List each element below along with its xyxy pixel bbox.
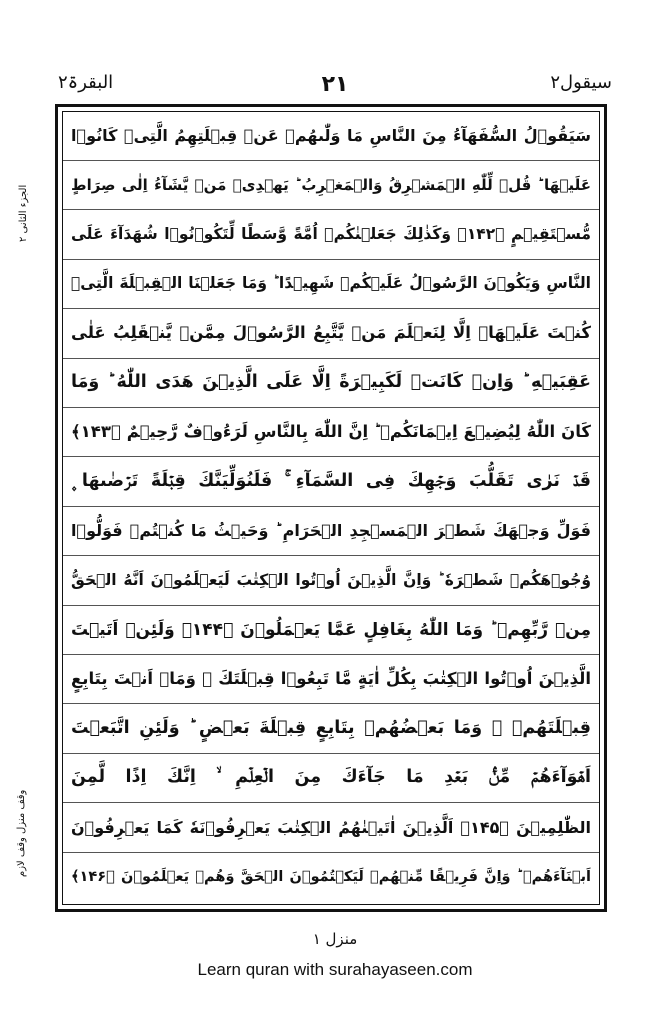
para-name: سیقول۲: [550, 72, 612, 93]
verse-text: الَّذِیۡنَ اُوۡتُوا الۡكِتٰبَ بِكُلِّ اٰیَةٍ مَّا تَبِعُوۡا قِبۡلَتَكَ ۚ وَمَاۤ اَنۡتَ بِتَابِعٍ: [71, 669, 591, 689]
text-line: [63, 557, 599, 606]
verse-text: عَلَیۡهَا ؕ قُلۡ لِّلّٰهِ الۡمَشۡرِقُ وَالۡمَغۡرِبُ ؕ یَهۡدِیۡ مَنۡ یَّشَآءُ اِلٰی صِرَاطٍ: [71, 175, 591, 194]
juz-side-note: الجزء الثانی ۲: [18, 185, 29, 243]
verse-text: مُّسۡتَقِیۡمٍ ﴿۱۴۲﴾ وَكَذٰلِكَ جَعَلۡنٰكُمۡ اُمَّةً وَّسَطًا لِّتَكُوۡنُوۡا شُهَدَآءَ عَلَى: [71, 225, 591, 244]
manzil-label: منزل ۱: [312, 930, 358, 948]
page-number: ۲۱: [321, 72, 349, 97]
verse-text: كُنۡتَ عَلَیۡهَاۤ اِلَّا لِنَعۡلَمَ مَنۡ یَّتَّبِعُ الرَّسُوۡلَ مِمَّنۡ یَّنۡقَلِبُ عَلٰی: [71, 323, 591, 343]
text-line: [63, 705, 599, 754]
text-line: [63, 260, 599, 309]
text-line: [63, 606, 599, 655]
waqf-side-note: وقف منزل وقف لازم: [16, 790, 27, 878]
text-line: [63, 754, 599, 803]
verse-text: قِبۡلَتَهُمۡ ۚ وَمَا بَعۡضُهُمۡ بِتَابِعٍ قِبۡلَةَ بَعۡضٍ ؕ وَلَئِنِ اتَّبَعۡتَ: [71, 718, 591, 739]
text-line: [63, 310, 599, 359]
text-line: [63, 408, 599, 457]
text-line: [63, 211, 599, 260]
verse-text: وُجُوۡهَكُمۡ شَطۡرَهٗ ؕ وَاِنَّ الَّذِیۡنَ اُوۡتُوا الۡكِتٰبَ لَیَعۡلَمُوۡنَ اَنَّهُ الۡحَقُّ: [71, 570, 591, 589]
verse-text: النَّاسِ وَیَكُوۡنَ الرَّسُوۡلُ عَلَیۡكُمۡ شَهِیۡدًا ؕ وَمَا جَعَلۡنَا الۡقِبۡلَةَ الَّتِیۡ: [71, 274, 591, 293]
text-line: [63, 507, 599, 556]
text-line: [63, 112, 599, 161]
page-border: [55, 104, 607, 912]
text-line: [63, 161, 599, 210]
verse-text: قَدۡ نَرٰی تَقَلُّبَ وَجۡهِكَ فِی السَّمَآءِ ۚ فَلَنُوَلِّیَنَّكَ قِبۡلَةً تَرۡضٰىهَا ۪: [71, 471, 591, 492]
verse-text: عَقِبَیۡهِ ؕ وَاِنۡ كَانَتۡ لَكَبِیۡرَةً اِلَّا عَلَى الَّذِیۡنَ هَدَى اللّٰهُ ؕ وَمَا: [71, 372, 591, 393]
verse-text: كَانَ اللّٰهُ لِیُضِیۡعَ اِیۡمَانَكُمۡ ؕ اِنَّ اللّٰهَ بِالنَّاسِ لَرَءُوۡفٌ رَّحِیۡمٌ ﴿۱۴۳﴾: [71, 422, 591, 442]
text-line: [63, 804, 599, 853]
verse-text: فَوَلِّ وَجۡهَكَ شَطۡرَ الۡمَسۡجِدِ الۡحَرَامِ ؕ وَحَیۡثُ مَا كُنۡتُمۡ فَوَلُّوۡا: [71, 521, 591, 541]
verse-text: مِنۡ رَّبِّهِمۡ ؕ وَمَا اللّٰهُ بِغَافِلٍ عَمَّا یَعۡمَلُوۡنَ ﴿۱۴۴﴾ وَلَئِنۡ اَتَیۡتَ: [71, 619, 591, 640]
footer-credit: Learn quran with surahayaseen.com: [197, 960, 473, 979]
text-line: [63, 655, 599, 704]
verse-text: اَهۡوَآءَهُمۡ مِّنۡۢ بَعۡدِ مَا جَآءَكَ مِنَ الۡعِلۡمِ ۙ اِنَّكَ اِذًا لَّمِنَ: [71, 767, 591, 788]
verse-text: اَبۡنَآءَهُمۡ ؕ وَاِنَّ فَرِیۡقًا مِّنۡهُمۡ لَیَكۡتُمُوۡنَ الۡحَقَّ وَهُمۡ یَعۡلَمُوۡنَ ﴿۱۴۶﴾: [71, 869, 591, 886]
text-line: [63, 458, 599, 507]
page-header: [58, 72, 612, 102]
text-line: [63, 853, 599, 902]
verse-text: سَیَقُوۡلُ السُّفَهَآءُ مِنَ النَّاسِ مَا وَلّٰىهُمۡ عَنۡ قِبۡلَتِهِمُ الَّتِیۡ كَانُوۡا: [71, 126, 591, 145]
text-lines: [63, 112, 599, 904]
text-line: [63, 359, 599, 408]
page-inner-border: [62, 111, 600, 905]
surah-name: البقرۃ۲: [58, 72, 114, 93]
verse-text: الظّٰلِمِیۡنَ ﴿۱۴۵﴾ اَلَّذِیۡنَ اٰتَیۡنٰهُمُ الۡكِتٰبَ یَعۡرِفُوۡنَهٗ كَمَا یَعۡرِفُوۡنَ: [71, 817, 591, 837]
